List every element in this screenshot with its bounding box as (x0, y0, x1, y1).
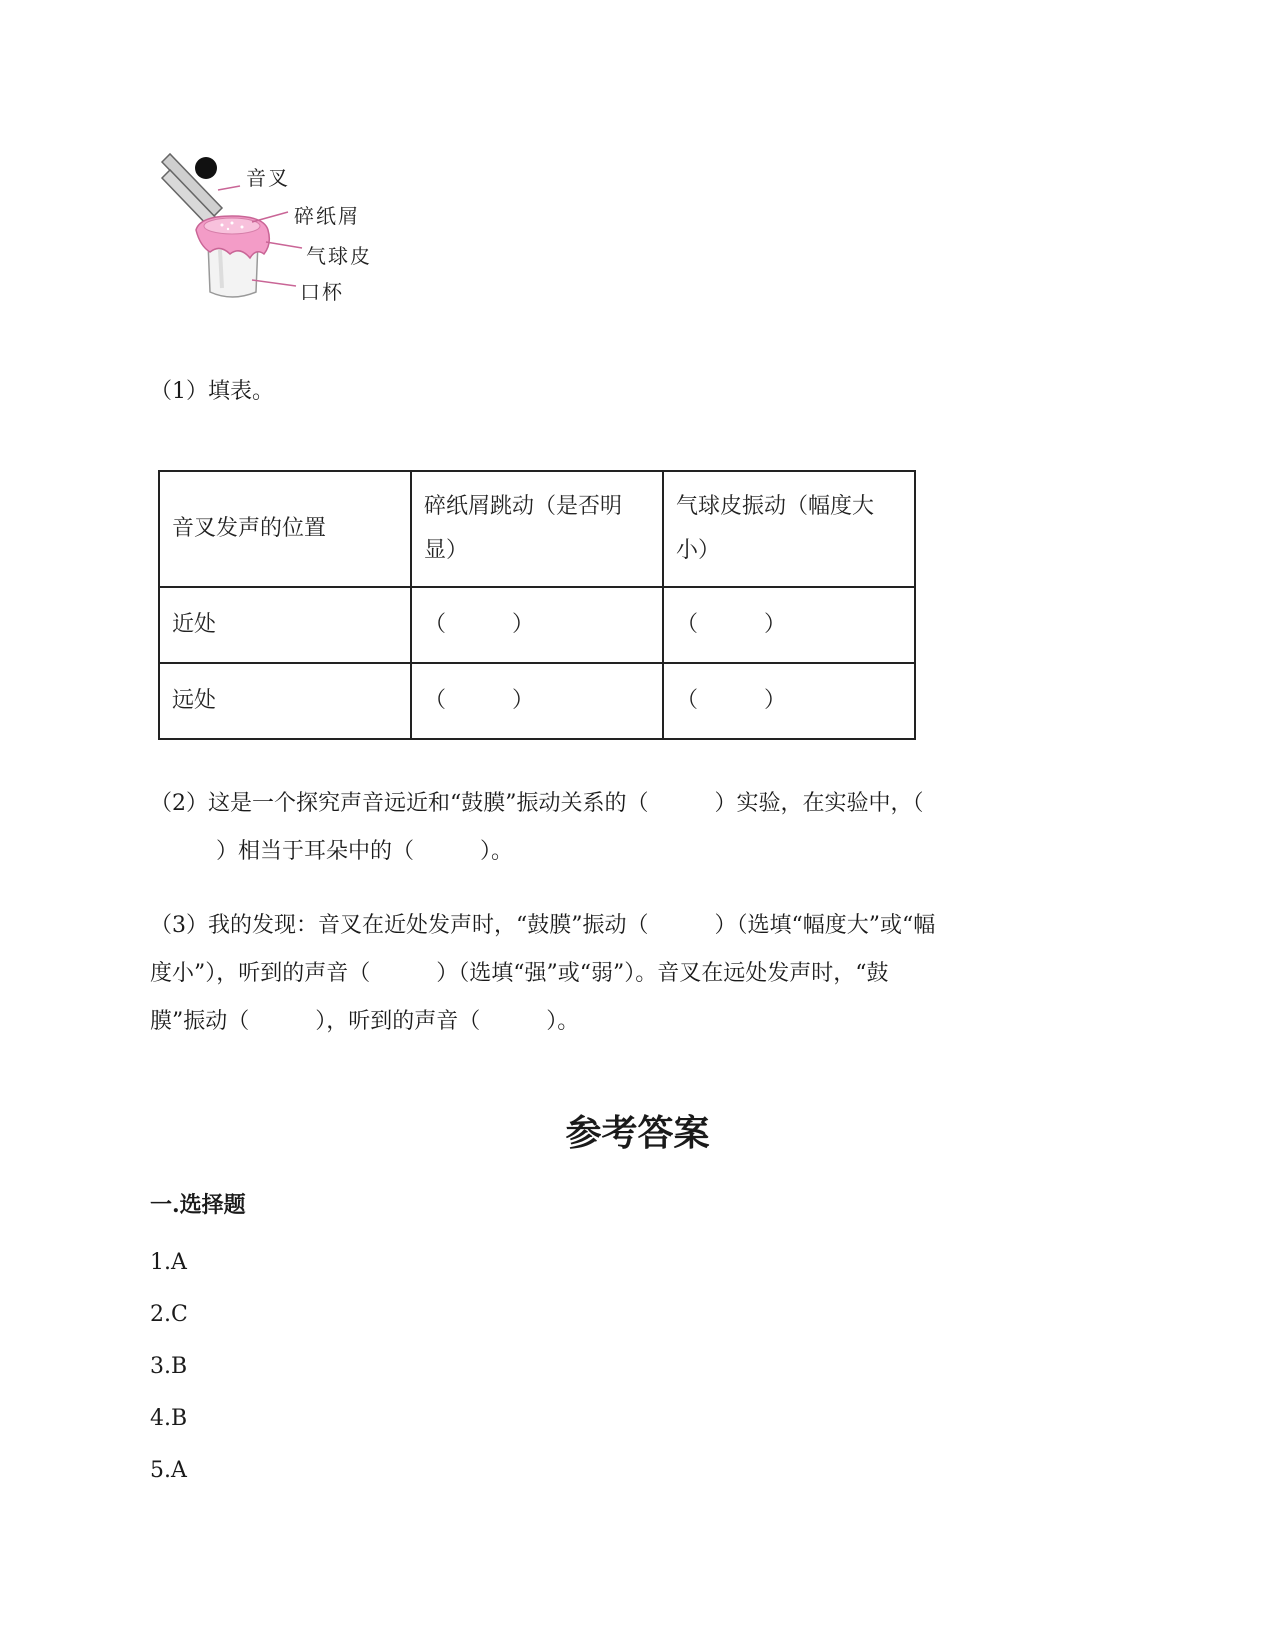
table-cell: 远处 (159, 663, 411, 739)
answer-blank: （ ） (663, 587, 915, 663)
question-3-line-3: 膜”振动（ ），听到的声音（ ）。 (150, 1009, 580, 1034)
label-tuning-fork: 音叉 (246, 166, 290, 190)
answer-blank: （ ） (411, 587, 663, 663)
table-row (159, 663, 915, 739)
question-2-line-2: ）相当于耳朵中的（ ）。 (150, 839, 514, 864)
answer-item: 5.A (150, 1458, 187, 1483)
question-1: （1）填表。 (150, 379, 274, 404)
table-header-cell: 气球皮振动（幅度大小） (663, 471, 915, 587)
answer-item: 4.B (150, 1406, 188, 1431)
answer-item: 1.A (150, 1250, 187, 1275)
table-header-cell: 碎纸屑跳动（是否明显） (411, 471, 663, 587)
label-cup: 口杯 (300, 280, 344, 304)
section-heading: 一.选择题 (150, 1192, 246, 1218)
table-cell: 近处 (159, 587, 411, 663)
table-header-cell: 音叉发声的位置 (159, 471, 411, 587)
question-3-line-2: 度小”），听到的声音（ ）（选填“强”或“弱”）。音叉在远处发声时，“鼓 (150, 961, 889, 986)
question-3-line-1: （3）我的发现：音叉在近处发声时，“鼓膜”振动（ ）（选填“幅度大”或“幅 (150, 913, 936, 938)
answer-item: 2.C (150, 1302, 188, 1327)
table-header-row (159, 471, 915, 587)
answer-key-title: 参考答案 (565, 1112, 710, 1154)
apparatus-figure (160, 150, 400, 320)
answer-blank: （ ） (411, 663, 663, 739)
answer-blank: （ ） (663, 663, 915, 739)
label-paper-bits: 碎纸屑 (294, 204, 360, 228)
experiment-table (158, 470, 916, 740)
answer-item: 3.B (150, 1354, 188, 1379)
question-2-line-1: （2）这是一个探究声音远近和“鼓膜”振动关系的（ ）实验，在实验中，（ (150, 791, 924, 816)
table-row (159, 587, 915, 663)
label-balloon-skin: 气球皮 (306, 244, 372, 268)
